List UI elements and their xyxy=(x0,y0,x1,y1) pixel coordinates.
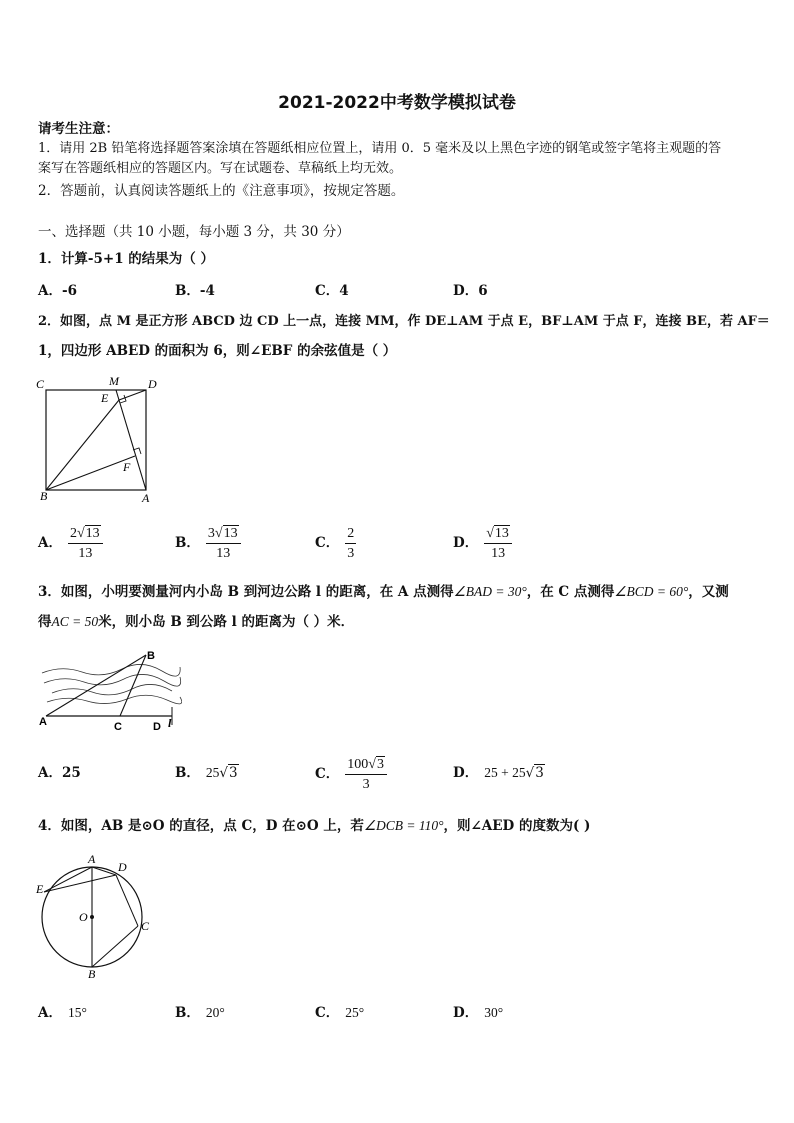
q3-option-a[interactable]: A．25 xyxy=(38,765,81,781)
q3-stem-line-2: 得AC = 50米，则小岛 B 到公路 l 的距离为（ ）米． xyxy=(38,614,355,630)
label-d: D xyxy=(148,377,157,391)
segment-ea xyxy=(44,867,92,892)
q4-option-b[interactable]: B． 20° xyxy=(175,1005,225,1021)
q4-stem: 4．如图，AB 是⊙O 的直径，点 C，D 在⊙O 上，若∠DCB = 110°，则∠AED 的度数为( ) xyxy=(38,818,591,834)
segment-am xyxy=(116,390,146,490)
label-c: C xyxy=(114,721,122,733)
label-f: F xyxy=(123,460,131,474)
river-wave-3 xyxy=(52,684,172,694)
q4-option-d[interactable]: D． 30° xyxy=(453,1005,504,1021)
q2-stem-line-2: 1，四边形 ABED 的面积为 6，则∠EBF 的余弦值是（ ） xyxy=(38,343,397,359)
label-c: C xyxy=(36,377,45,391)
center-point xyxy=(90,915,94,919)
label-c: C xyxy=(141,919,150,933)
segment-de xyxy=(119,390,146,400)
q1-option-a[interactable]: A．-6 xyxy=(38,283,77,299)
label-m: M xyxy=(109,374,119,388)
q1-option-b[interactable]: B．-4 xyxy=(175,283,215,299)
q2-option-d[interactable]: D． $\frac{√13}{13}$ xyxy=(453,525,512,562)
river-wave-2 xyxy=(44,674,181,686)
q2-option-b[interactable]: B． $\frac{3√13}{13}$ xyxy=(175,525,241,562)
q1-option-c[interactable]: C．4 xyxy=(315,283,349,299)
q3-river-figure xyxy=(32,645,182,735)
notice-heading: 请考生注意： xyxy=(38,121,119,137)
q1-option-d[interactable]: D．6 xyxy=(453,283,488,299)
label-d: D xyxy=(153,721,161,733)
q4-circle-figure xyxy=(30,850,160,980)
q1-stem: 1．计算-5+1 的结果为（ ） xyxy=(38,251,214,267)
q4-option-c[interactable]: C． 25° xyxy=(315,1005,365,1021)
label-b: B xyxy=(88,967,96,980)
q2-option-a[interactable]: A． $\frac{2√13}{13}$ xyxy=(38,525,103,562)
segment-ab xyxy=(46,655,146,716)
notice-line-1: 1．请用 2B 铅笔将选择题答案涂填在答题纸相应位置上，请用 0．5 毫米及以上黑色字迹的钢笔或签字笔将主观题的答 xyxy=(38,141,722,156)
label-b: B xyxy=(147,650,155,662)
page-title: 2021-2022中考数学模拟试卷 xyxy=(278,93,516,113)
q3-option-d[interactable]: D． 25 + 25√3 xyxy=(453,765,544,781)
label-a: A xyxy=(39,716,47,728)
q2-square-figure xyxy=(30,372,170,507)
q4-option-a[interactable]: A． 15° xyxy=(38,1005,87,1021)
label-d: D xyxy=(118,860,127,874)
segment-dc xyxy=(116,875,138,926)
q3-option-b[interactable]: B． 25√3 xyxy=(175,765,238,781)
notice-line-2: 案写在答题纸相应的答题区内。写在试题卷、草稿纸上均无效。 xyxy=(38,161,403,176)
label-o: O xyxy=(79,910,88,924)
q2-stem-line-1: 2．如图，点 M 是正方形 ABCD 边 CD 上一点，连接 MM，作 DE⊥AM 于点 E，BF⊥AM 于点 F，连接 BE，若 AF＝ xyxy=(38,314,770,329)
label-l: l xyxy=(168,716,172,730)
section-heading: 一、选择题（共 10 小题，每小题 3 分，共 30 分） xyxy=(38,224,350,240)
label-e: E xyxy=(36,882,44,896)
label-e: E xyxy=(101,391,109,405)
notice-line-3: 2．答题前，认真阅读答题纸上的《注意事项》，按规定答题。 xyxy=(38,183,405,199)
river-wave-1 xyxy=(42,664,180,676)
q3-option-c[interactable]: C． $\frac{100√3}{3}$ xyxy=(315,756,387,793)
label-b: B xyxy=(40,489,48,503)
label-a: A xyxy=(142,491,150,505)
q3-stem-line-1: 3．如图，小明要测量河内小岛 B 到河边公路 l 的距离，在 A 点测得∠BAD = 30°，在 C 点测得∠BCD = 60°，又测 xyxy=(38,584,729,600)
label-a: A xyxy=(88,852,96,866)
q2-option-c[interactable]: C． $\frac{2}{3}$ xyxy=(315,526,355,561)
